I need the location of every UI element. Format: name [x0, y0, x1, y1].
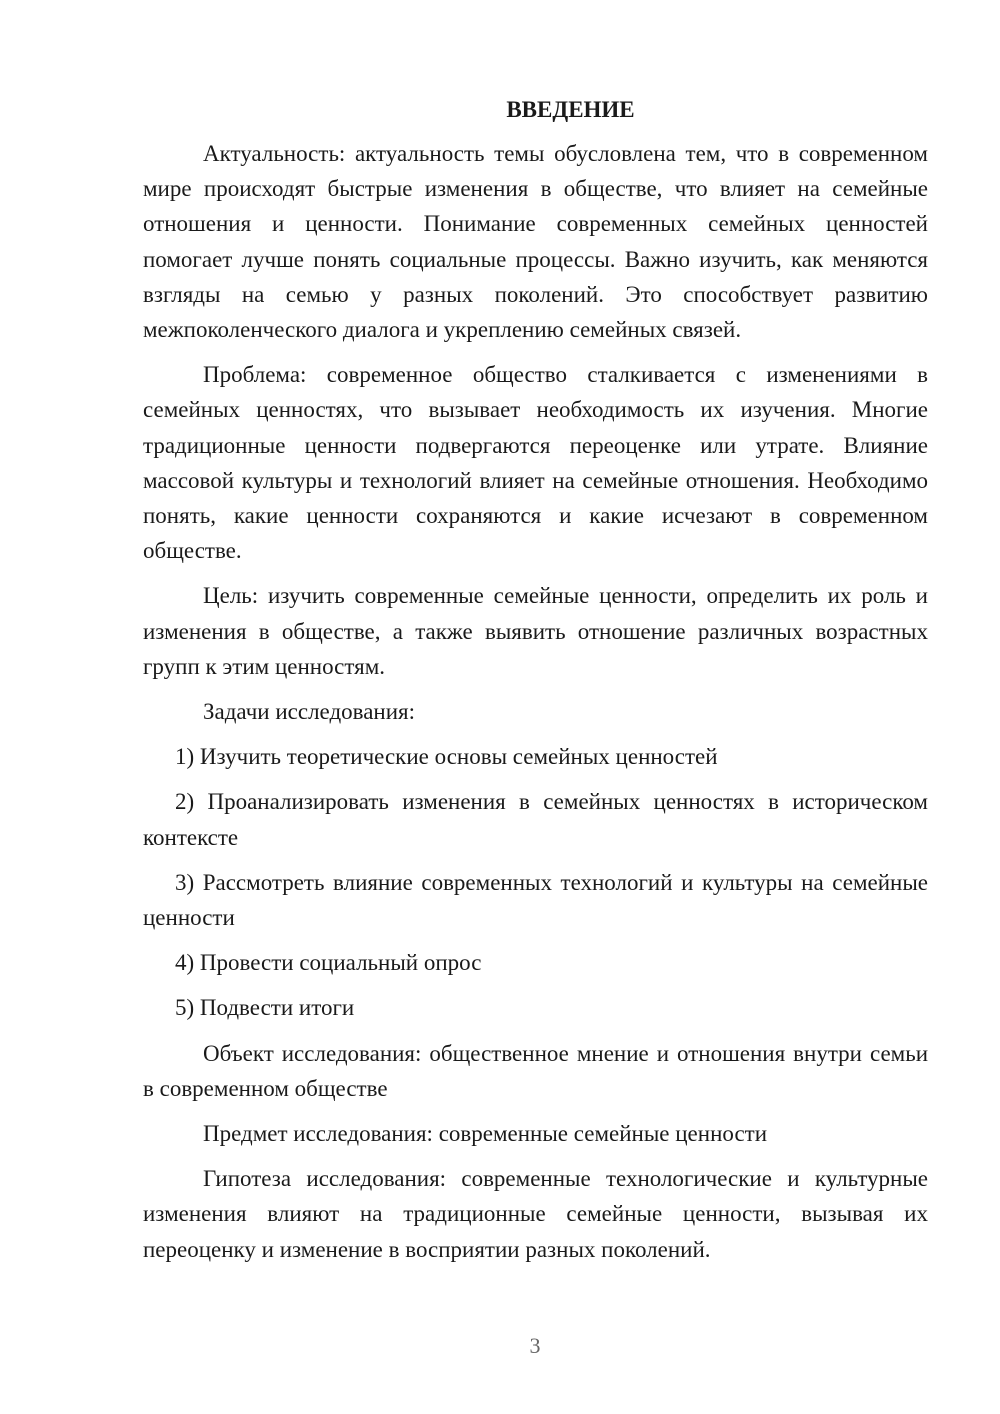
hypothesis-paragraph: Гипотеза исследования: современные технологические и культурные изменения влияют на традиционные семейные ценности, вызывая их переоценку и изменение в восприятии разных поколений.: [143, 1166, 928, 1262]
task-item-3: 3) Рассмотреть влияние современных технологий и культуры на семейные ценности: [143, 869, 928, 931]
tasks-heading: Задачи исследования:: [203, 699, 416, 725]
relevance-paragraph: Актуальность: актуальность темы обусловлена тем, что в современном мире происходят быстрые изменения в обществе, что влияет на семейные отношения и ценности. Понимание современных семейных ценностей помогает лучше понять социальные процессы. Важно изучить, как меняются взгляды на семью у разных поколений. Это способствует развитию межпоколенческого диалога и укреплению семейных связей.: [143, 141, 928, 343]
object-paragraph: Объект исследования: общественное мнение и отношения внутри семьи в современном обществе: [143, 1040, 928, 1101]
task-item-5: 5) Подвести итоги: [175, 995, 355, 1021]
page-number: 3: [529, 1333, 541, 1358]
task-item-2: 2) Проанализировать изменения в семейных ценностях в историческом контексте: [143, 789, 928, 850]
page-title: ВВЕДЕНИЕ: [506, 97, 635, 122]
subject-paragraph: Предмет исследования: современные семейные ценности: [203, 1121, 768, 1147]
goal-paragraph: Цель: изучить современные семейные ценности, определить их роль и изменения в обществе, а также выявить отношение различных возрастных групп к этим ценностям.: [143, 583, 928, 679]
page-content: [143, 90, 928, 1277]
task-item-4: 4) Провести социальный опрос: [175, 950, 482, 976]
task-item-1: 1) Изучить теоретические основы семейных ценностей: [175, 744, 718, 770]
problem-paragraph: Проблема: современное общество сталкивается с изменениями в семейных ценностях, что вызывает необходимость их изучения. Многие традиционные ценности подвергаются переоценке или утрате. Влияние массовой культуры и технологий влияет на семейные отношения. Необходимо понять, какие ценности сохраняются и какие исчезают в современном обществе.: [143, 362, 928, 564]
